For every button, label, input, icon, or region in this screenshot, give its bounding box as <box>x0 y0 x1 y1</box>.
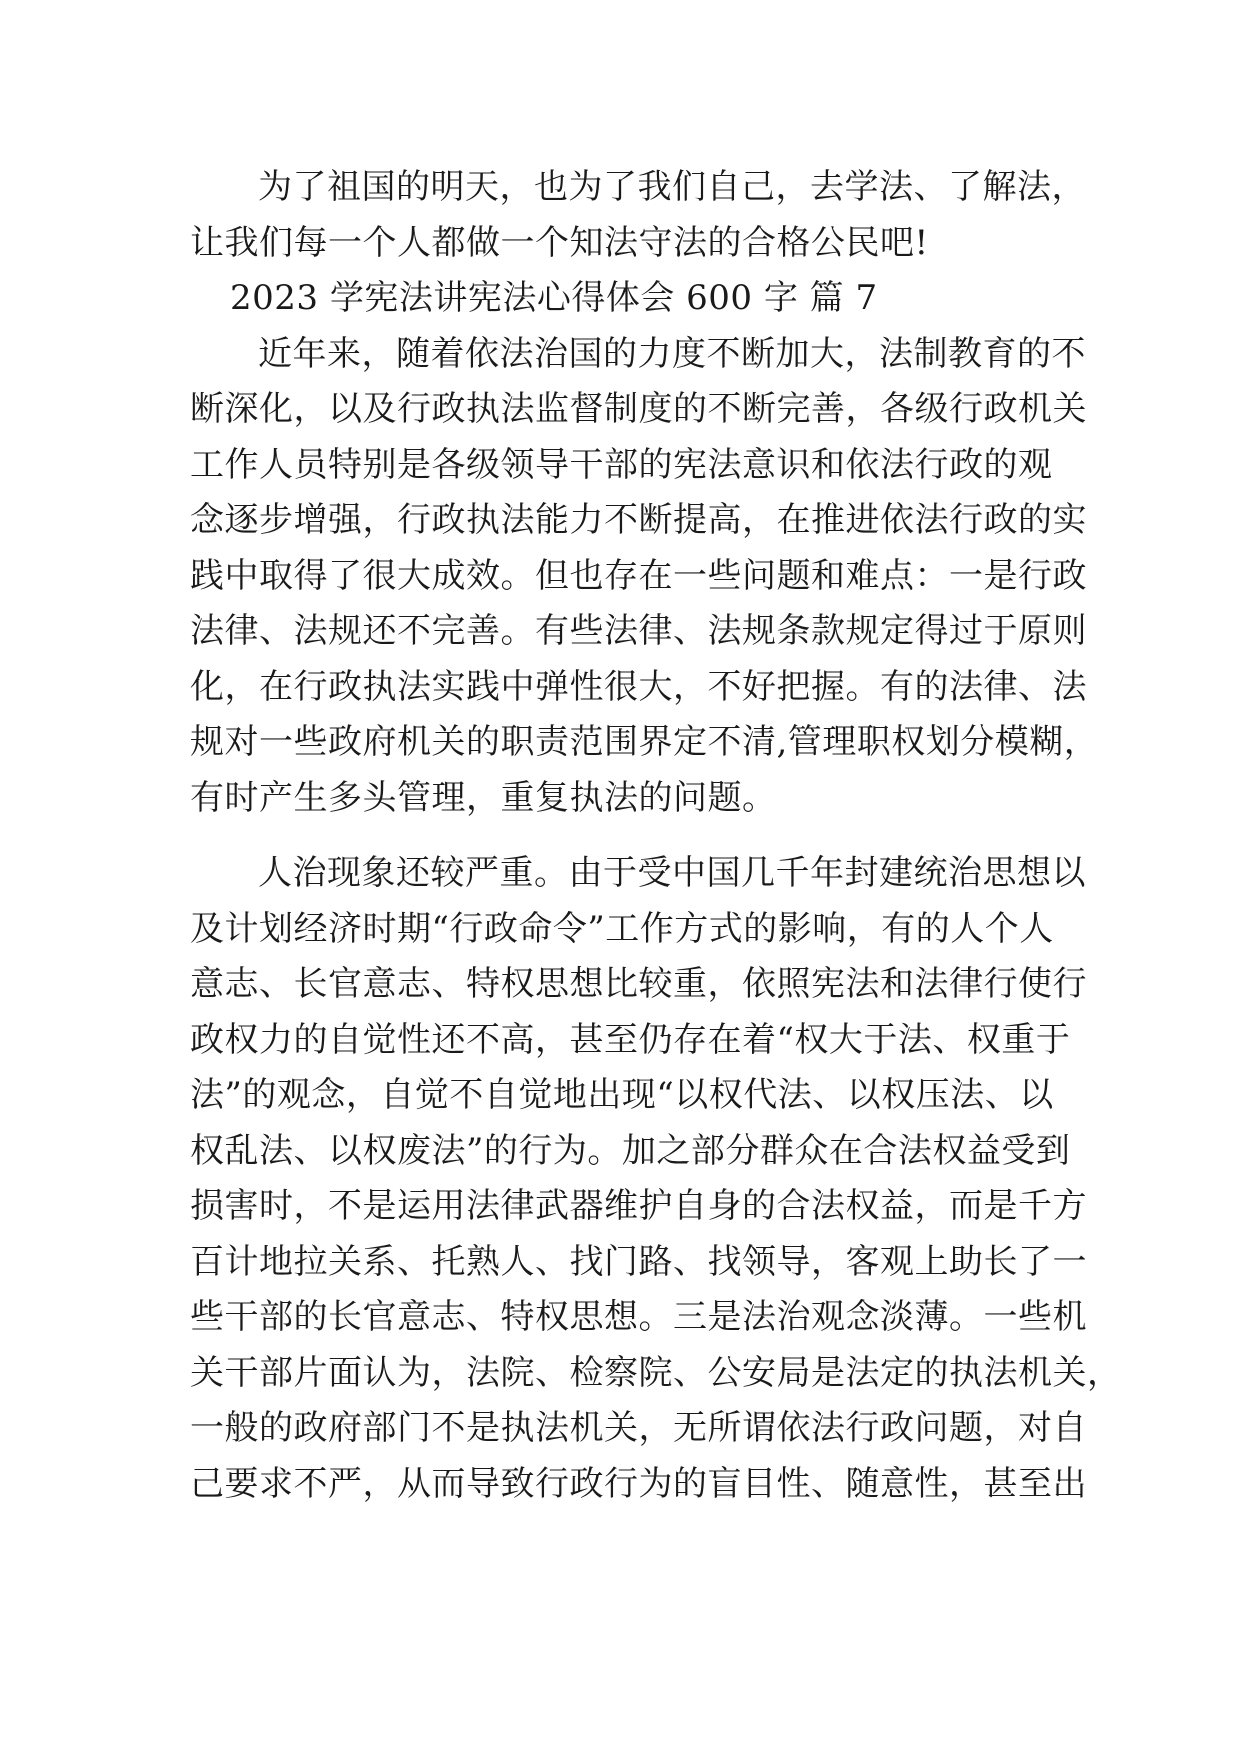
text-line: 关干部片面认为，法院、检察院、公安局是法定的执法机关， <box>190 1352 1122 1393</box>
text-line: 法”的观念，自觉不自觉地出现“以权代法、以权压法、以 <box>190 1075 1054 1115</box>
text-line: 有时产生多头管理，重复执法的问题。 <box>190 777 777 818</box>
text-line: 规对一些政府机关的职责范围界定不清,管理职权划分模糊， <box>190 722 1099 762</box>
text-line: 践中取得了很大成效。但也存在一些问题和难点：一是行政 <box>190 555 1087 596</box>
text-line: 些干部的长官意志、特权思想。三是法治观念淡薄。一些机 <box>190 1297 1087 1337</box>
text-line: 及计划经济时期“行政命令”工作方式的影响，有的人个人 <box>190 908 1054 949</box>
paragraph-closing <box>190 160 1086 271</box>
text-line: 损害时，不是运用法律武器维护自身的合法权益，而是千方 <box>190 1186 1087 1226</box>
text-line: 断深化，以及行政执法监督制度的不断完善，各级行政机关 <box>190 389 1087 429</box>
text-line: 工作人员特别是各级领导干部的宪法意识和依法行政的观 <box>190 444 1053 485</box>
paragraph-rule-of-man <box>190 846 1122 1512</box>
text-line: 百计地拉关系、托熟人、找门路、找领导，客观上助长了一 <box>190 1241 1087 1282</box>
text-line: 近年来，随着依法治国的力度不断加大，法制教育的不 <box>258 333 1086 374</box>
paragraph-spacer <box>190 826 1060 846</box>
text-line: 让我们每一个人都做一个知法守法的合格公民吧! <box>190 222 929 263</box>
text-line: 念逐步增强，行政执法能力不断提高，在推进依法行政的实 <box>190 500 1087 540</box>
text-line: 为了祖国的明天，也为了我们自己，去学法、了解法， <box>258 167 1086 207</box>
text-line: 意志、长官意志、特权思想比较重，依照宪法和法律行使行 <box>190 964 1087 1004</box>
document-body <box>190 160 1122 1512</box>
text-line: 人治现象还较严重。由于受中国几千年封建统治思想以 <box>258 853 1086 893</box>
text-line: 一般的政府部门不是执法机关，无所谓依法行政问题，对自 <box>190 1408 1087 1448</box>
text-line: 法律、法规还不完善。有些法律、法规条款规定得过于原则 <box>190 611 1087 651</box>
paragraph-intro <box>190 327 1099 827</box>
text-line: 政权力的自觉性还不高，甚至仍存在着“权大于法、权重于 <box>190 1019 1071 1060</box>
text-line: 化，在行政执法实践中弹性很大，不好把握。有的法律、法 <box>190 666 1087 707</box>
text-line: 权乱法、以权废法”的行为。加之部分群众在合法权益受到 <box>190 1130 1071 1171</box>
text-line: 己要求不严，从而导致行政行为的盲目性、随意性，甚至出 <box>190 1463 1087 1504</box>
section-heading: 2023 学宪法讲宪法心得体会 600 字 篇 7 <box>230 278 878 318</box>
